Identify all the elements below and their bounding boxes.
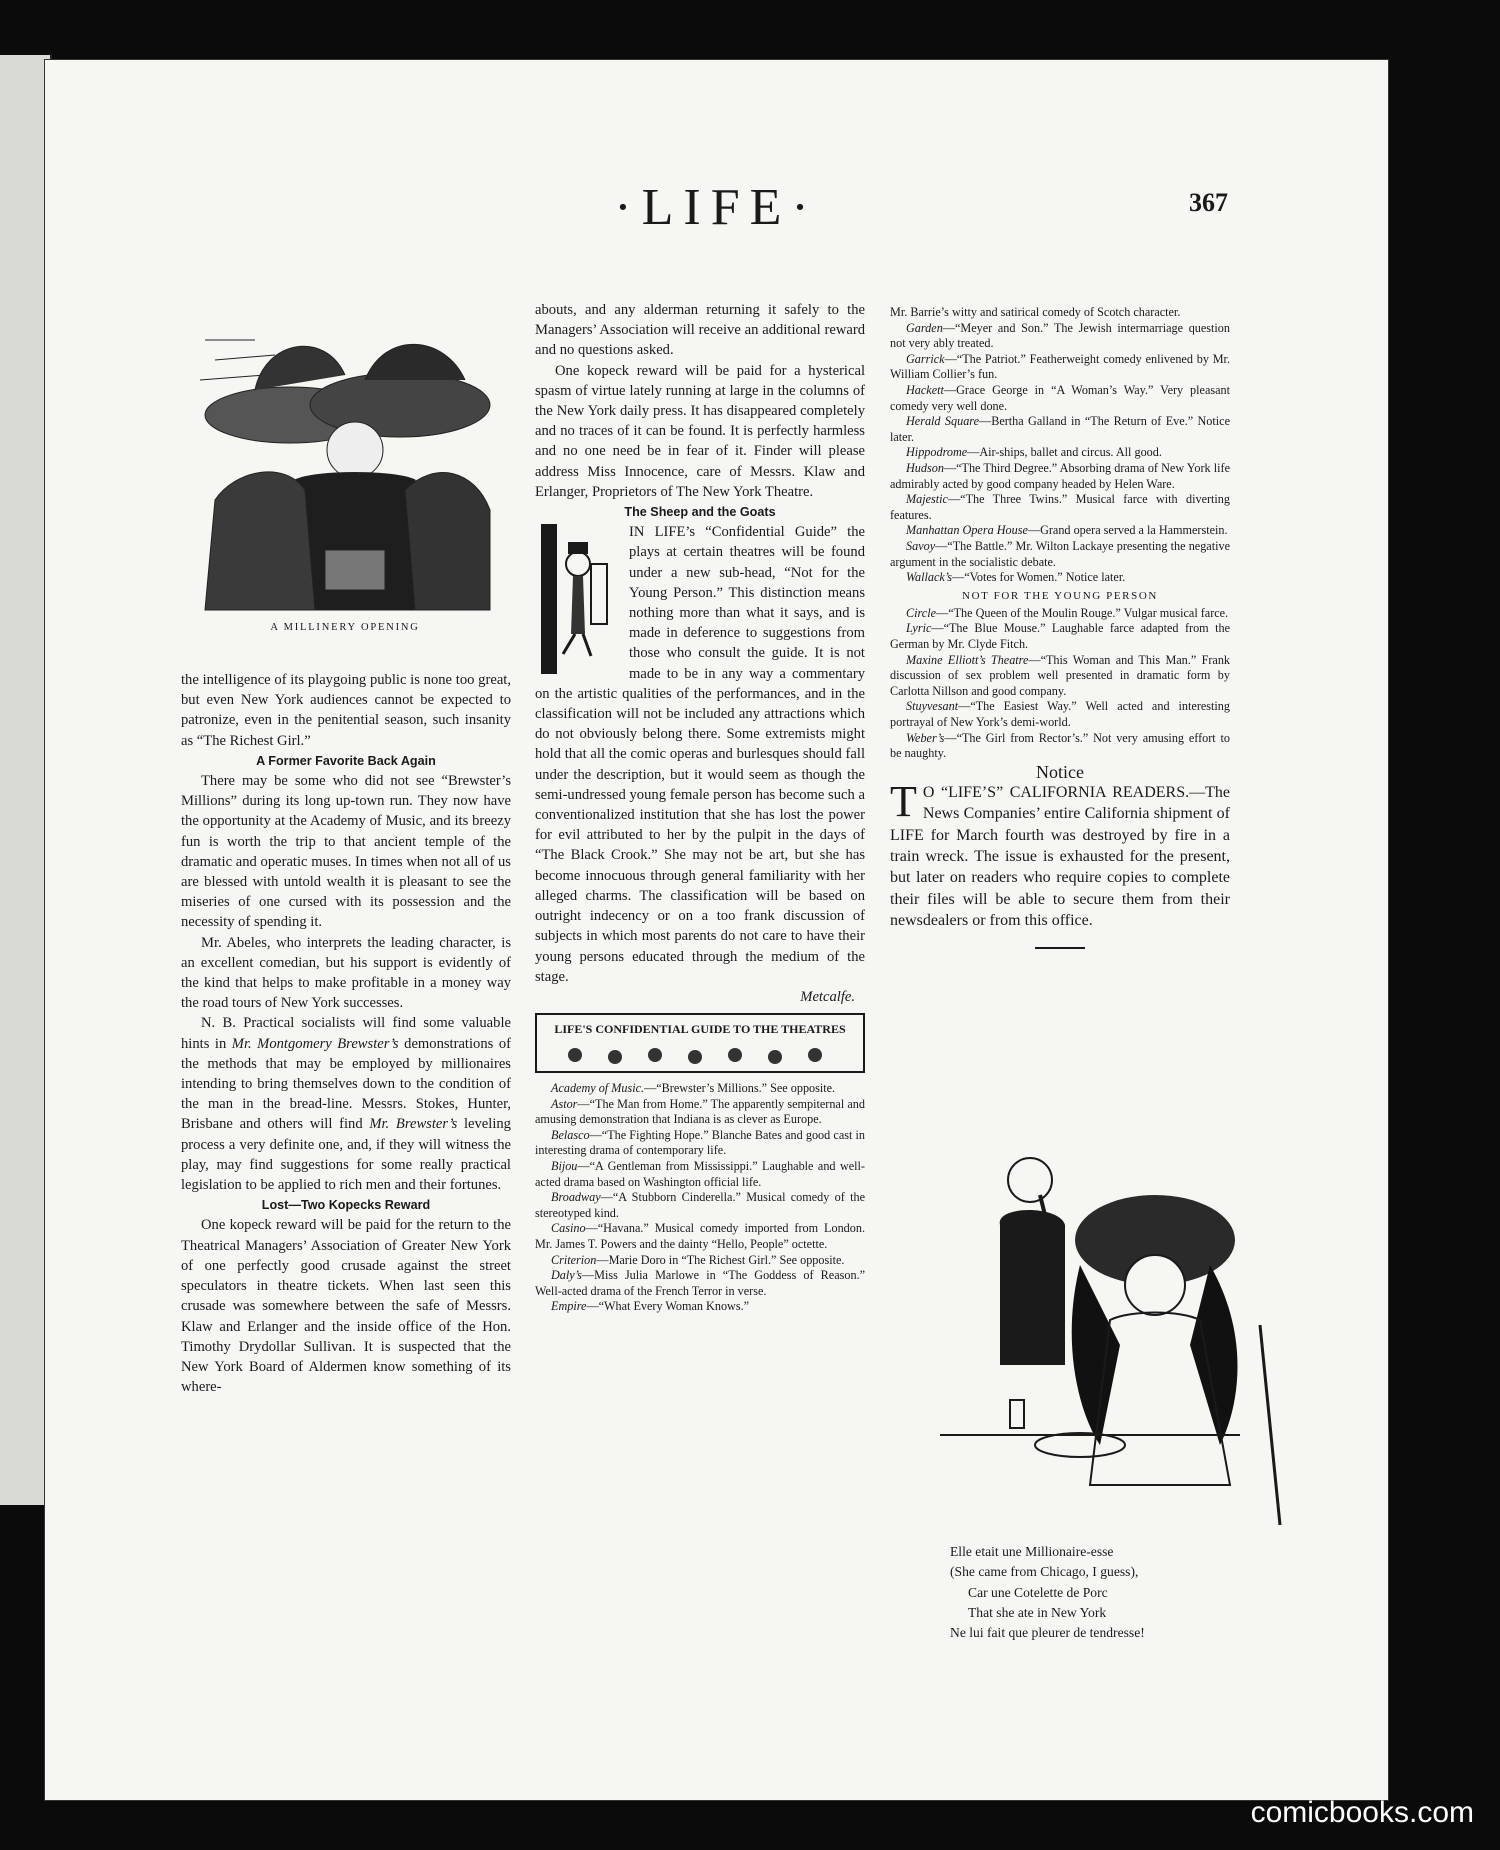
- theatre-description: —“A Gentleman from Mississippi.” Laughable and well-acted drama based on Washington official life.: [535, 1159, 865, 1189]
- guide-entry: [535, 1190, 865, 1221]
- theatre-description: —“Meyer and Son.” The Jewish intermarriage question not very ably treated.: [890, 320, 1230, 351]
- theatre-name: Wallack’s: [906, 570, 953, 585]
- theatre-name: Garden: [906, 320, 943, 335]
- dropcap-i-illustration: [533, 524, 621, 674]
- theatre-name: Criterion: [551, 1252, 597, 1267]
- theatre-description: —“Votes for Women.” Notice later.: [952, 570, 1126, 585]
- theatre-description: —“The Third Degree.” Absorbing drama of New York life admirably acted by good company headed by Helen Ware.: [890, 460, 1230, 491]
- illustration-caption: A MILLINERY OPENING: [270, 622, 420, 633]
- young-person-list: [890, 606, 1230, 762]
- theatre-description: —Miss Julia Marlowe in “The Goddess of Reason.” Well-acted drama of the French Terror in verse.: [535, 1268, 865, 1298]
- guide-entry: [535, 1268, 865, 1299]
- guide-entry: [535, 1299, 865, 1315]
- banner-text: LIFE'S CONFIDENTIAL GUIDE TO THE THEATRES: [554, 1022, 846, 1037]
- guide-entry: [890, 653, 1230, 700]
- theatre-name: Empire: [551, 1299, 587, 1314]
- theatre-name: Academy of Music.: [551, 1081, 645, 1096]
- theatre-name: Astor: [551, 1096, 578, 1111]
- theatre-description: —“This Woman and This Man.” Frank discussion of sex problem well presented in dramatic form by Carlotta Nillson and good company.: [890, 652, 1231, 698]
- theatre-description: —Marie Doro in “The Richest Girl.” See opposite.: [596, 1252, 845, 1267]
- theatre-description: —“A Stubborn Cinderella.” Musical comedy of the stereotyped kind.: [535, 1190, 865, 1220]
- theatre-name: Stuyvesant: [906, 699, 959, 714]
- theatre-description: —“The Easiest Way.” Well acted and interesting portrayal of New York’s demi-world.: [890, 699, 1230, 730]
- section-heading: A Former Favorite Back Again: [256, 753, 436, 768]
- theatre-description: —“The Man from Home.” The apparently sempiternal and amusing demonstration that Indiana is as clever as Europe.: [535, 1096, 865, 1127]
- theatre-name: Circle: [906, 605, 937, 620]
- theatre-description: —“The Battle.” Mr. Wilton Lackaye presenting the negative argument in the socialistic debate.: [890, 538, 1230, 569]
- poem-line: Elle etait une Millionaire-esse: [950, 1544, 1114, 1559]
- guide-entry: [890, 321, 1230, 352]
- guide-entry: [890, 352, 1230, 383]
- guide-entry: [890, 383, 1230, 414]
- theatre-description: —“The Three Twins.” Musical farce with diverting features.: [890, 492, 1230, 522]
- column-1: [181, 670, 511, 1397]
- theatre-guide-list: [535, 1081, 865, 1315]
- guide-entry: [890, 305, 1230, 321]
- theatre-description: —Grand opera served a la Hammerstein.: [1027, 523, 1228, 538]
- theatre-guide-continued: [890, 305, 1230, 586]
- theatre-name: Garrick: [906, 351, 945, 366]
- poem-line: That she ate in New York: [968, 1604, 1107, 1620]
- magazine-page: [45, 60, 1388, 1800]
- theatre-description: —“Brewster’s Millions.” See opposite.: [644, 1081, 836, 1096]
- theatre-description: —Grace George in “A Woman’s Way.” Very pleasant comedy very well done.: [890, 382, 1230, 413]
- paragraph: One kopeck reward will be paid for a hysterical spasm of virtue lately running at large in the columns of the New York daily press. It has disappeared completely and no traces of it can be found. It is perfectly harmless and no one need be in fear of it. Finder will please address Miss Innocence, care of Messrs. Klaw and Erlanger, Proprietors of The New York Theatre.: [535, 362, 865, 500]
- theatre-description: —Air-ships, ballet and circus. All good.: [967, 445, 1162, 460]
- not-for-young-person-heading: NOT FOR THE YOUNG PERSON: [962, 589, 1158, 602]
- poem-line: (She came from Chicago, I guess),: [950, 1564, 1139, 1580]
- theatre-name: Belasco: [551, 1127, 590, 1142]
- theatre-description: —Bertha Galland in “The Return of Eve.” Notice later.: [890, 414, 1230, 444]
- poem-line: Car une Cotelette de Porc: [968, 1584, 1108, 1600]
- page-title: ·LIFE·: [614, 179, 819, 236]
- theatre-name: Daly’s: [551, 1268, 582, 1283]
- notice-title: Notice: [1036, 761, 1084, 782]
- confidential-guide-banner: [535, 1013, 865, 1073]
- divider: [1035, 947, 1085, 949]
- guide-entry: [890, 461, 1230, 492]
- guide-entry: [890, 523, 1230, 539]
- theatre-description: —“The Queen of the Moulin Rouge.” Vulgar musical farce.: [936, 605, 1229, 620]
- theatre-name: Majestic: [906, 492, 948, 507]
- guide-entry: [890, 731, 1230, 762]
- paragraph: One kopeck reward will be paid for the return to the Theatrical Managers’ Association of Greater New York of one perfectly good crusade against the street speculators in theatre tickets. When last seen this crusade was somewhere between the safe of Messrs. Klaw and Erlanger and the inside office of the Hon. Timothy Drydollar Sullivan. It is suspected that the New York Board of Aldermen know something of its where-: [181, 1217, 511, 1396]
- theatre-description: —“What Every Woman Knows.”: [586, 1299, 750, 1314]
- site-watermark: comicbooks.com: [1250, 1796, 1474, 1829]
- millionairess-illustration: [940, 1145, 1295, 1530]
- guide-entry: [890, 621, 1230, 652]
- signature: Metcalfe.: [800, 988, 855, 1005]
- theatre-name: Broadway: [551, 1190, 601, 1205]
- theatre-name: Casino: [551, 1221, 586, 1236]
- theatre-description: —“The Patriot.” Featherweight comedy enlivened by Mr. William Collier’s fun.: [890, 351, 1230, 382]
- guide-entry: [535, 1128, 865, 1159]
- paragraph: IN LIFE’s “Confidential Guide” the plays at certain theatres will be found under a new sub-head, “Not for the Young Person.” This distinction means nothing more than what it says, and is made in deference to suggestions from those who consult the guide. It is not made to be in any way a commentary on the artistic qualities of the performances, and in the classification will not be included any attractions which do not obviously belong there. Some extremists might hold that all the comic operas and burlesques should fall under the description, but it would seem as though the semi-undressed young female person has become such a conventionalized institution that she has lost the power for evil attributed to her by the pulpit in the days of “The Black Crook.” She may not be art, but she has become innocuous through general familiarity with her alleged charms. The classification will be based on outright indecency or on a too frank discussion of subjects in which most parents do not care to have their young persons educated through the medium of the stage.: [535, 524, 865, 985]
- paragraph: Mr. Abeles, who interprets the leading character, is an excellent comedian, but his support is evidently of the kind that helps to make profitable in a money way the road tours of New York successes.: [181, 934, 511, 1012]
- guide-entry: [535, 1081, 865, 1097]
- theatre-name: Savoy: [906, 538, 936, 553]
- guide-entry: [890, 570, 1230, 586]
- paragraph: the intelligence of its playgoing public is none too great, but even New York audiences cannot be expected to patronize, even in the penitential season, such insanity as “The Richest Girl.”: [181, 672, 511, 749]
- theatre-description: —“The Blue Mouse.” Laughable farce adapted from the German by Mr. Clyde Fitch.: [890, 621, 1230, 652]
- paragraph: N. B. Practical socialists will find some valuable hints in Mr. Montgomery Brewster’s demonstrations of the methods that may be employed by millionaires intending to bring themselves down to the condition of the man in the bread-line. Messrs. Stokes, Hunter, Brisbane and others will find Mr. Brewster’s leveling process a very definite one, and, if they will witness the play, may find suggestions for some really practical legislation to be applied to rich men and their fortunes.: [181, 1015, 511, 1194]
- theatre-name: Weber’s: [906, 730, 945, 745]
- guide-entry: [890, 414, 1230, 445]
- paragraph: There may be some who did not see “Brewster’s Millions” during its long up-town run. They now have the opportunity at the Academy of Music, and its breezy fun is worth the trip to that ancient temple of the dramatic and operatic muses. In times when not all of us are blessed with untold wealth it is pleasant to see the miseries of one cursed with its possession and the necessity of spending it.: [181, 773, 511, 931]
- guide-entry: [535, 1253, 865, 1269]
- theatre-name: Hippodrome: [906, 445, 968, 460]
- guide-entry: [890, 539, 1230, 570]
- theatre-description: —“The Fighting Hope.” Blanche Bates and good cast in interesting drama of contemporary life.: [535, 1127, 865, 1158]
- theatre-name: Bijou: [551, 1159, 578, 1174]
- section-heading: The Sheep and the Goats: [624, 505, 776, 520]
- theatre-name: Herald Square: [906, 414, 979, 429]
- theatre-name: Manhattan Opera House: [906, 523, 1028, 538]
- guide-entry: [535, 1097, 865, 1128]
- notice-text: O “LIFE’S” CALIFORNIA READERS.—The News Companies’ entire California shipment of LIFE for March fourth was destroyed by fire in a train wreck. The issue is exhausted for the present, but later on readers who require copies to complete their files will be able to secure them from their newsdealers or from this office.: [890, 784, 1230, 929]
- poem: [950, 1542, 1270, 1643]
- guide-entry: [535, 1221, 865, 1252]
- guide-entry: [890, 699, 1230, 730]
- guide-entry: [535, 1159, 865, 1190]
- theatre-description: Mr. Barrie’s witty and satirical comedy of Scotch character.: [890, 305, 1181, 319]
- theatre-name: Lyric: [906, 621, 932, 636]
- theatre-name: Maxine Elliott’s Theatre: [906, 652, 1029, 667]
- poem-line: Ne lui fait que pleurer de tendresse!: [950, 1625, 1145, 1641]
- page-number: 367: [1189, 188, 1228, 217]
- guide-entry: [890, 445, 1230, 461]
- guide-entry: [890, 606, 1230, 622]
- notice-body: [890, 777, 1230, 931]
- theatre-description: —“Havana.” Musical comedy imported from London. Mr. James T. Powers and the dainty “Hello, People” octette.: [535, 1221, 865, 1252]
- column-2: [535, 300, 865, 1315]
- guide-entry: [890, 492, 1230, 523]
- section-heading: Lost—Two Kopecks Reward: [261, 1198, 431, 1213]
- theatre-name: Hackett: [906, 382, 944, 397]
- paragraph: abouts, and any alderman returning it safely to the Managers’ Association will receive an additional reward and no questions asked.: [535, 302, 865, 359]
- millinery-illustration: [195, 320, 495, 620]
- theatre-description: —“The Girl from Rector’s.” Not very amusing effort to be naughty.: [890, 730, 1230, 761]
- notice-dropcap: T: [890, 777, 917, 827]
- column-3: [890, 305, 1230, 959]
- theatre-name: Hudson: [906, 460, 944, 475]
